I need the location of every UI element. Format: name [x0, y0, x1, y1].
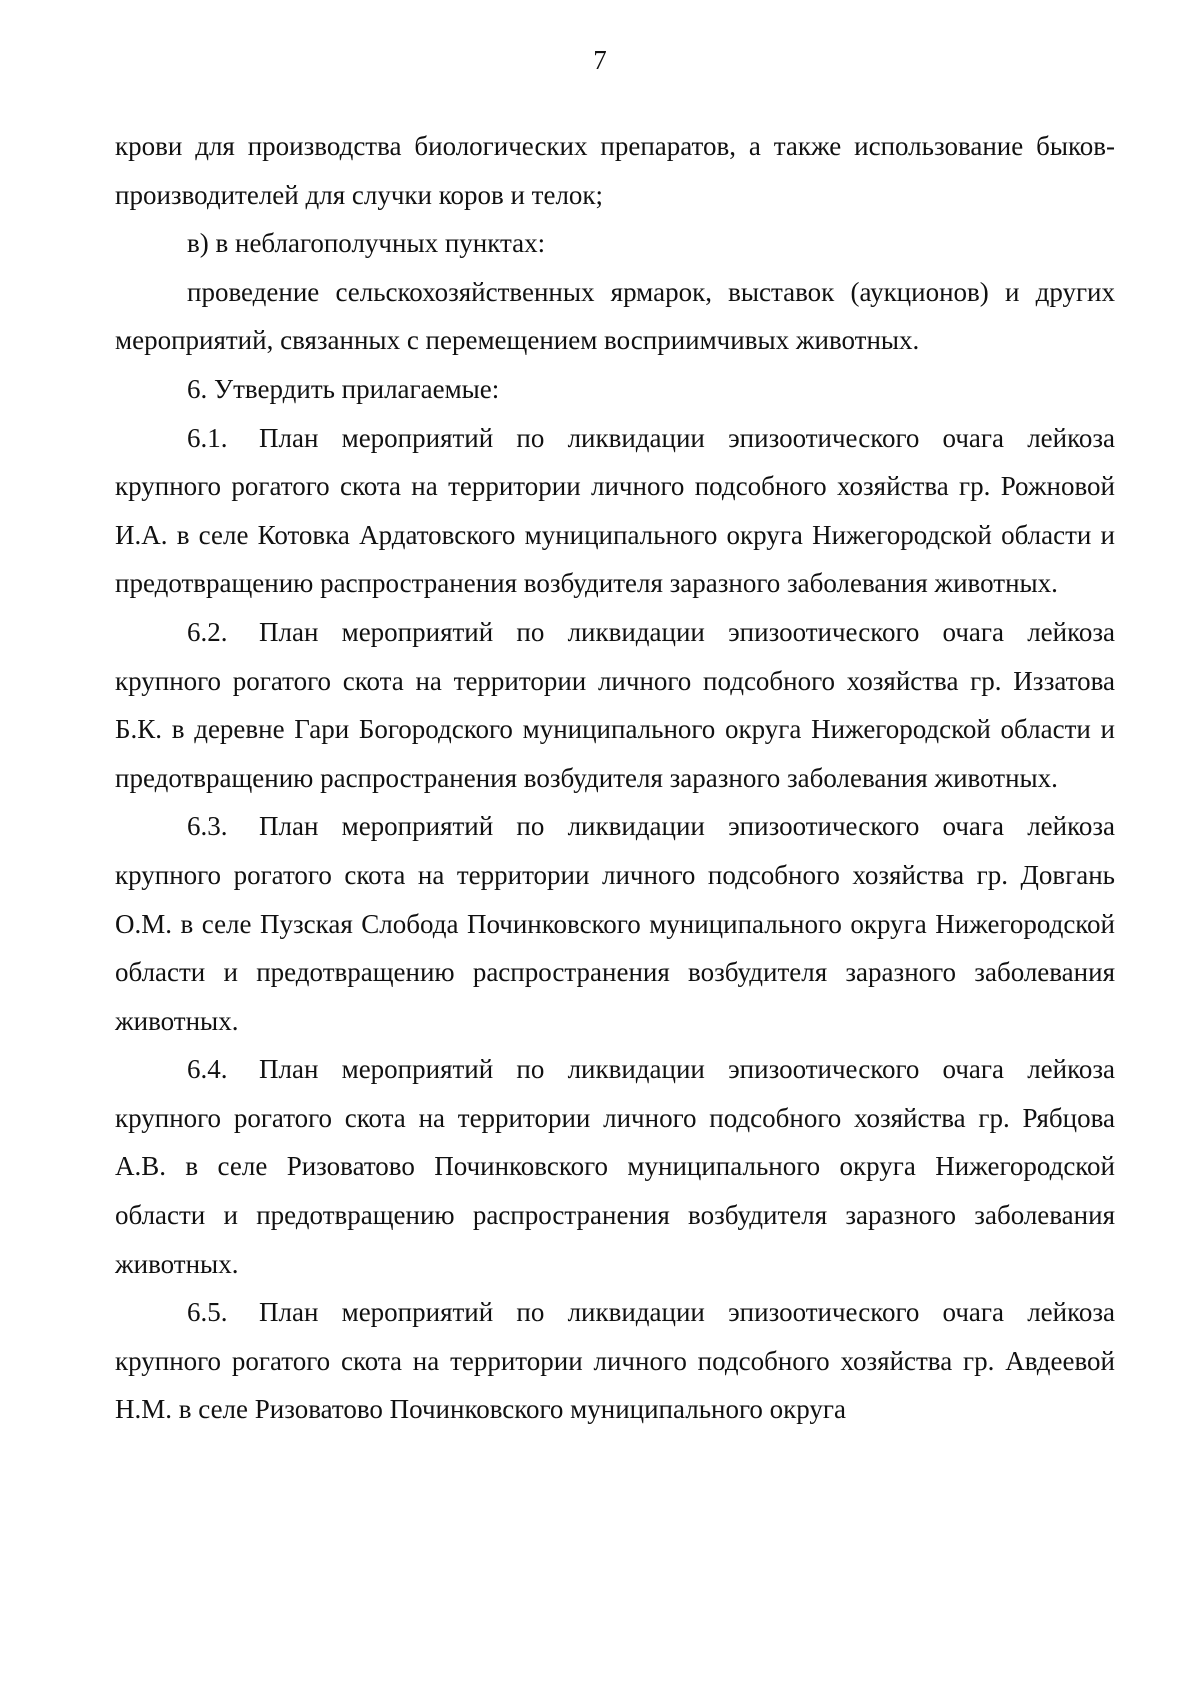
item-6-3: [115, 802, 1115, 1045]
item-number: 6.4.: [187, 1054, 228, 1085]
paragraph-text: проведение сельскохозяйственных ярмарок, выставок (аукционов) и других мероприятий, связанных с перемещением восприимчивых животных.: [115, 276, 1115, 356]
paragraph-2: [115, 219, 1115, 268]
item-number: 6.3.: [187, 811, 228, 842]
item-6-5: [115, 1288, 1115, 1434]
item-6-4: [115, 1045, 1115, 1288]
paragraph-text: крови для производства биологических препаратов, а также использование быков-производителей для случки коров и телок;: [115, 131, 1115, 210]
document-body: [115, 122, 1115, 1434]
paragraph-1: [115, 122, 1115, 219]
item-text: План мероприятий по ликвидации эпизоотического очага лейкоза крупного рогатого скота на территории личного подсобного хозяйства гр. Рябцова А.В. в селе Ризоватово Починковского муниципального округа Нижегородской области и предотвращению распространения возбудителя заразного заболевания животных.: [115, 1054, 1115, 1279]
paragraph-3: [115, 268, 1115, 365]
paragraph-text: в) в неблагополучных пунктах:: [187, 228, 546, 259]
item-number: 6.2.: [187, 616, 228, 647]
item-6-1: [115, 414, 1115, 608]
item-text: План мероприятий по ликвидации эпизоотического очага лейкоза крупного рогатого скота на территории личного подсобного хозяйства гр. Авдеевой Н.М. в селе Ризоватово Починковского муниципального округа: [115, 1297, 1115, 1425]
item-6-2: [115, 608, 1115, 802]
item-text: План мероприятий по ликвидации эпизоотического очага лейкоза крупного рогатого скота на территории личного подсобного хозяйства гр. Рожновой И.А. в селе Котовка Ардатовского муниципального округа Нижегородской области и предотвращению распространения возбудителя заразного заболевания животных.: [115, 422, 1115, 599]
item-text: План мероприятий по ликвидации эпизоотического очага лейкоза крупного рогатого скота на территории личного подсобного хозяйства гр. Иззатова Б.К. в деревне Гари Богородского муниципального округа Нижегородской области и предотвращению распространения возбудителя заразного заболевания животных.: [115, 616, 1115, 793]
item-text: План мероприятий по ликвидации эпизоотического очага лейкоза крупного рогатого скота на территории личного подсобного хозяйства гр. Довгань О.М. в селе Пузская Слобода Починковского муниципального округа Нижегородской области и предотвращению распространения возбудителя заразного заболевания животных.: [115, 811, 1115, 1036]
paragraph-4: [115, 365, 1115, 414]
item-number: 6.5.: [187, 1297, 228, 1328]
paragraph-text: 6. Утвердить прилагаемые:: [187, 373, 500, 404]
page-number: 7: [593, 45, 607, 75]
item-number: 6.1.: [187, 422, 228, 453]
